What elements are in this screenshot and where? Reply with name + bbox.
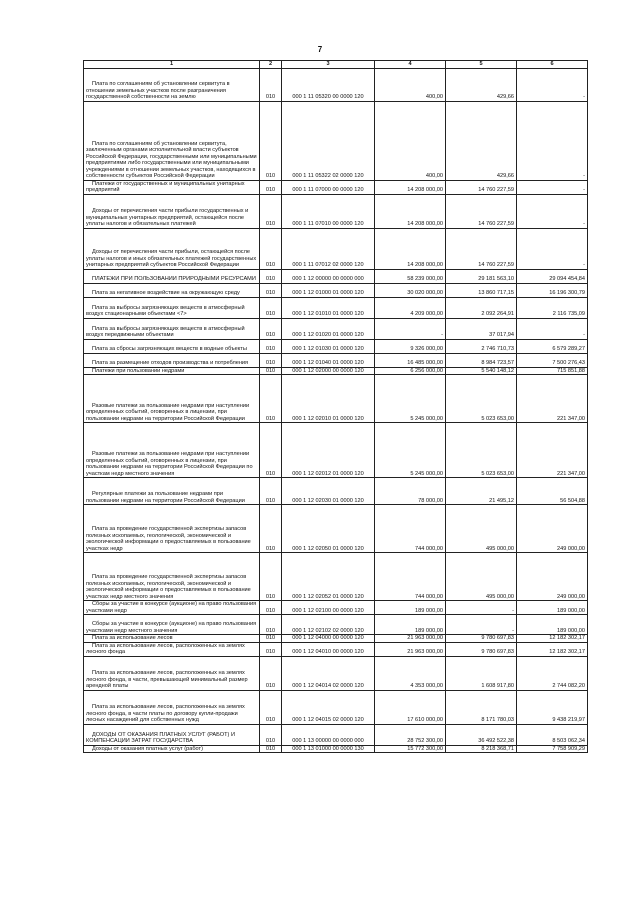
unexecuted-cell: 221 347,00 [517, 375, 588, 423]
approved-plan-cell: 17 610 000,00 [375, 690, 446, 724]
executed-cell: 5 023 653,00 [446, 423, 517, 478]
table-row [84, 180, 588, 194]
executed-cell: 429,66 [446, 101, 517, 180]
table-row [84, 297, 588, 318]
approved-plan-cell: 189 000,00 [375, 615, 446, 635]
approved-plan-cell: 14 208 000,00 [375, 194, 446, 228]
budget-classification-code-cell: 000 1 12 00000 00 0000 000 [282, 269, 375, 283]
table-row [84, 367, 588, 375]
approved-plan-cell: 14 208 000,00 [375, 180, 446, 194]
approved-plan-cell: 400,00 [375, 101, 446, 180]
line-code-cell: 010 [260, 68, 282, 101]
unexecuted-cell: 249 000,00 [517, 505, 588, 553]
approved-plan-cell: - [375, 318, 446, 339]
unexecuted-cell: 29 094 454,84 [517, 269, 588, 283]
indicator-name-cell: ПЛАТЕЖИ ПРИ ПОЛЬЗОВАНИИ ПРИРОДНЫМИ РЕСУРСАМИ [84, 269, 260, 283]
indicator-name-cell: Плата за выбросы загрязняющих веществ в атмосферный воздух передвижными объектами [84, 318, 260, 339]
approved-plan-cell: 189 000,00 [375, 601, 446, 615]
line-code-cell: 010 [260, 635, 282, 643]
column-header: 1 [84, 61, 260, 69]
indicator-name-cell: Плата за использование лесов, расположенных на землях лесного фонда, в части платы по договору купли-продажи лесных насаждений для собственных нужд [84, 690, 260, 724]
executed-cell: 14 760 227,59 [446, 228, 517, 269]
line-code-cell: 010 [260, 615, 282, 635]
unexecuted-cell: 221 347,00 [517, 423, 588, 478]
budget-classification-code-cell: 000 1 11 07012 02 0000 120 [282, 228, 375, 269]
budget-classification-code-cell: 000 1 11 05322 02 0000 120 [282, 101, 375, 180]
indicator-name-cell: Доходы от перечисления части прибыли государственных и муниципальных унитарных предприятий, остающейся после уплаты налогов и обязательных платежей [84, 194, 260, 228]
line-code-cell: 010 [260, 228, 282, 269]
indicator-name-cell: Регулярные платежи за пользование недрами при пользовании недрами на территории Российской Федерации [84, 478, 260, 505]
budget-classification-code-cell: 000 1 12 02012 01 0000 120 [282, 423, 375, 478]
unexecuted-cell: 9 438 219,97 [517, 690, 588, 724]
table-row [84, 656, 588, 690]
executed-cell: 9 780 697,83 [446, 642, 517, 656]
executed-cell: 429,66 [446, 68, 517, 101]
budget-classification-code-cell: 000 1 11 05320 00 0000 120 [282, 68, 375, 101]
budget-classification-code-cell: 000 1 12 04010 00 0000 120 [282, 642, 375, 656]
line-code-cell: 010 [260, 318, 282, 339]
approved-plan-cell: 6 256 000,00 [375, 367, 446, 375]
column-header: 3 [282, 61, 375, 69]
executed-cell: 1 608 917,80 [446, 656, 517, 690]
line-code-cell: 010 [260, 505, 282, 553]
unexecuted-cell: 7 500 276,43 [517, 353, 588, 367]
table-row [84, 615, 588, 635]
line-code-cell: 010 [260, 367, 282, 375]
unexecuted-cell: 12 182 302,17 [517, 635, 588, 643]
column-header: 5 [446, 61, 517, 69]
budget-classification-code-cell: 000 1 13 00000 00 0000 000 [282, 724, 375, 745]
line-code-cell: 010 [260, 297, 282, 318]
line-code-cell: 010 [260, 745, 282, 753]
budget-classification-code-cell: 000 1 12 01010 01 0000 120 [282, 297, 375, 318]
budget-classification-code-cell: 000 1 12 04000 00 0000 120 [282, 635, 375, 643]
unexecuted-cell: 189 000,00 [517, 601, 588, 615]
budget-classification-code-cell: 000 1 12 01040 01 0000 120 [282, 353, 375, 367]
line-code-cell: 010 [260, 690, 282, 724]
unexecuted-cell: 2 116 735,09 [517, 297, 588, 318]
executed-cell: 5 540 148,12 [446, 367, 517, 375]
approved-plan-cell: 15 772 300,00 [375, 745, 446, 753]
indicator-name-cell: Разовые платежи за пользование недрами при наступлении определенных событий, оговоренных в лицензии, при пользовании недрами на территории Российской Федерации [84, 375, 260, 423]
budget-classification-code-cell: 000 1 12 01020 01 0000 120 [282, 318, 375, 339]
line-code-cell: 010 [260, 601, 282, 615]
indicator-name-cell: Платежи при пользовании недрами [84, 367, 260, 375]
unexecuted-cell: 249 000,00 [517, 553, 588, 601]
indicator-name-cell: Плата по соглашениям об установлении сервитута в отношении земельных участков после разграничения государственной собственности на землю [84, 68, 260, 101]
executed-cell: 13 860 717,15 [446, 283, 517, 297]
executed-cell: 37 017,94 [446, 318, 517, 339]
line-code-cell: 010 [260, 339, 282, 353]
table-row [84, 601, 588, 615]
executed-cell: 2 092 264,91 [446, 297, 517, 318]
table-row [84, 339, 588, 353]
line-code-cell: 010 [260, 656, 282, 690]
approved-plan-cell: 5 245 000,00 [375, 375, 446, 423]
approved-plan-cell: 14 208 000,00 [375, 228, 446, 269]
indicator-name-cell: Доходы от перечисления части прибыли, остающейся после уплаты налогов и иных обязательных платежей государственных унитарных предприятий субъектов Российской Федерации [84, 228, 260, 269]
unexecuted-cell: 12 182 302,17 [517, 642, 588, 656]
indicator-name-cell: Плата за выбросы загрязняющих веществ в атмосферный воздух стационарными объектами <7> [84, 297, 260, 318]
indicator-name-cell: Плата за проведение государственной экспертизы запасов полезных ископаемых, геологической, экономической и экологической информации о предоставляемых в пользование участках недр [84, 505, 260, 553]
indicator-name-cell: Плата за использование лесов [84, 635, 260, 643]
line-code-cell: 010 [260, 642, 282, 656]
indicator-name-cell: Сборы за участие в конкурсе (аукционе) на право пользования участками недр [84, 601, 260, 615]
table-row [84, 642, 588, 656]
indicator-name-cell: Плата за использование лесов, расположенных на землях лесного фонда [84, 642, 260, 656]
table-body [84, 68, 588, 753]
unexecuted-cell: 7 758 909,29 [517, 745, 588, 753]
table-row [84, 635, 588, 643]
line-code-cell: 010 [260, 553, 282, 601]
unexecuted-cell: - [517, 68, 588, 101]
budget-classification-code-cell: 000 1 12 02102 02 0000 120 [282, 615, 375, 635]
line-code-cell: 010 [260, 724, 282, 745]
indicator-name-cell: Плата за сбросы загрязняющих веществ в водные объекты [84, 339, 260, 353]
indicator-name-cell: Сборы за участие в конкурсе (аукционе) на право пользования участками недр местного значения [84, 615, 260, 635]
approved-plan-cell: 30 020 000,00 [375, 283, 446, 297]
column-header: 6 [517, 61, 588, 69]
executed-cell: 36 492 522,38 [446, 724, 517, 745]
unexecuted-cell: 56 504,88 [517, 478, 588, 505]
executed-cell: 8 984 723,57 [446, 353, 517, 367]
executed-cell: 29 181 563,10 [446, 269, 517, 283]
budget-classification-code-cell: 000 1 12 04015 02 0000 120 [282, 690, 375, 724]
executed-cell: 495 000,00 [446, 505, 517, 553]
executed-cell: 2 746 710,73 [446, 339, 517, 353]
executed-cell: - [446, 601, 517, 615]
table-row [84, 375, 588, 423]
column-header: 2 [260, 61, 282, 69]
line-code-cell: 010 [260, 269, 282, 283]
table-row [84, 423, 588, 478]
line-code-cell: 010 [260, 194, 282, 228]
budget-classification-code-cell: 000 1 11 07010 00 0000 120 [282, 194, 375, 228]
line-code-cell: 010 [260, 283, 282, 297]
line-code-cell: 010 [260, 180, 282, 194]
approved-plan-cell: 9 326 000,00 [375, 339, 446, 353]
unexecuted-cell: 6 579 289,27 [517, 339, 588, 353]
approved-plan-cell: 4 353 000,00 [375, 656, 446, 690]
approved-plan-cell: 78 000,00 [375, 478, 446, 505]
column-number-header-row [84, 61, 588, 69]
budget-classification-code-cell: 000 1 12 04014 02 0000 120 [282, 656, 375, 690]
unexecuted-cell: 2 744 082,20 [517, 656, 588, 690]
column-header: 4 [375, 61, 446, 69]
unexecuted-cell: 16 196 300,79 [517, 283, 588, 297]
unexecuted-cell: 715 851,88 [517, 367, 588, 375]
budget-classification-code-cell: 000 1 12 02100 00 0000 120 [282, 601, 375, 615]
unexecuted-cell: - [517, 180, 588, 194]
table-row [84, 690, 588, 724]
table-row [84, 194, 588, 228]
table-row [84, 478, 588, 505]
indicator-name-cell: Плата по соглашениям об установлении сервитута, заключенным органами исполнительной власти субъектов Российской Федерации, государственными или муниципальными предприятиями либо государственными или муниципальными учреждениями в отношении земельных участков, находящихся в собственности субъектов Российской Федерации [84, 101, 260, 180]
indicator-name-cell: Плата за размещение отходов производства и потребления [84, 353, 260, 367]
executed-cell: 8 218 368,71 [446, 745, 517, 753]
table-row [84, 269, 588, 283]
line-code-cell: 010 [260, 375, 282, 423]
budget-classification-code-cell: 000 1 12 01000 01 0000 120 [282, 283, 375, 297]
executed-cell: 9 780 697,83 [446, 635, 517, 643]
table-row [84, 745, 588, 753]
indicator-name-cell: Плата за негативное воздействие на окружающую среду [84, 283, 260, 297]
indicator-name-cell: Доходы от оказания платных услуг (работ) [84, 745, 260, 753]
budget-classification-code-cell: 000 1 12 02050 01 0000 120 [282, 505, 375, 553]
budget-classification-code-cell: 000 1 13 01000 00 0000 130 [282, 745, 375, 753]
budget-classification-code-cell: 000 1 11 07000 00 0000 120 [282, 180, 375, 194]
unexecuted-cell: - [517, 318, 588, 339]
table-row [84, 318, 588, 339]
indicator-name-cell: Платежи от государственных и муниципальных унитарных предприятий [84, 180, 260, 194]
table-row [84, 553, 588, 601]
table-row [84, 505, 588, 553]
indicator-name-cell: Плата за использование лесов, расположенных на землях лесного фонда, в части, превышающей минимальный размер арендной платы [84, 656, 260, 690]
line-code-cell: 010 [260, 353, 282, 367]
approved-plan-cell: 16 485 000,00 [375, 353, 446, 367]
line-code-cell: 010 [260, 101, 282, 180]
executed-cell: 14 760 227,59 [446, 194, 517, 228]
approved-plan-cell: 21 963 000,00 [375, 635, 446, 643]
executed-cell: 5 023 653,00 [446, 375, 517, 423]
line-code-cell: 010 [260, 423, 282, 478]
executed-cell: 14 760 227,59 [446, 180, 517, 194]
budget-classification-code-cell: 000 1 12 02010 01 0000 120 [282, 375, 375, 423]
approved-plan-cell: 744 000,00 [375, 553, 446, 601]
executed-cell: 21 495,12 [446, 478, 517, 505]
approved-plan-cell: 744 000,00 [375, 505, 446, 553]
executed-cell: - [446, 615, 517, 635]
unexecuted-cell: - [517, 228, 588, 269]
table-row [84, 101, 588, 180]
unexecuted-cell: 189 000,00 [517, 615, 588, 635]
unexecuted-cell: 8 503 062,34 [517, 724, 588, 745]
line-code-cell: 010 [260, 478, 282, 505]
approved-plan-cell: 28 752 300,00 [375, 724, 446, 745]
approved-plan-cell: 4 209 000,00 [375, 297, 446, 318]
budget-revenue-table [83, 60, 588, 753]
indicator-name-cell: ДОХОДЫ ОТ ОКАЗАНИЯ ПЛАТНЫХ УСЛУГ (РАБОТ) И КОМПЕНСАЦИИ ЗАТРАТ ГОСУДАРСТВА [84, 724, 260, 745]
budget-classification-code-cell: 000 1 12 02030 01 0000 120 [282, 478, 375, 505]
indicator-name-cell: Плата за проведение государственной экспертизы запасов полезных ископаемых, геологической, экономической и экологической информации о предоставляемых в пользование участках недр местного значения [84, 553, 260, 601]
approved-plan-cell: 21 963 000,00 [375, 642, 446, 656]
page-number: 7 [317, 45, 323, 54]
table-row [84, 68, 588, 101]
table-row [84, 283, 588, 297]
budget-classification-code-cell: 000 1 12 01030 01 0000 120 [282, 339, 375, 353]
table-row [84, 353, 588, 367]
approved-plan-cell: 5 245 000,00 [375, 423, 446, 478]
table-row [84, 228, 588, 269]
indicator-name-cell: Разовые платежи за пользование недрами при наступлении определенных событий, оговоренных в лицензии, при пользовании недрами на территории Российской Федерации по участкам недр местного значения [84, 423, 260, 478]
budget-classification-code-cell: 000 1 12 02052 01 0000 120 [282, 553, 375, 601]
budget-classification-code-cell: 000 1 12 02000 00 0000 120 [282, 367, 375, 375]
approved-plan-cell: 400,00 [375, 68, 446, 101]
table-row [84, 724, 588, 745]
unexecuted-cell: - [517, 194, 588, 228]
executed-cell: 8 171 780,03 [446, 690, 517, 724]
executed-cell: 495 000,00 [446, 553, 517, 601]
approved-plan-cell: 58 239 000,00 [375, 269, 446, 283]
unexecuted-cell: - [517, 101, 588, 180]
